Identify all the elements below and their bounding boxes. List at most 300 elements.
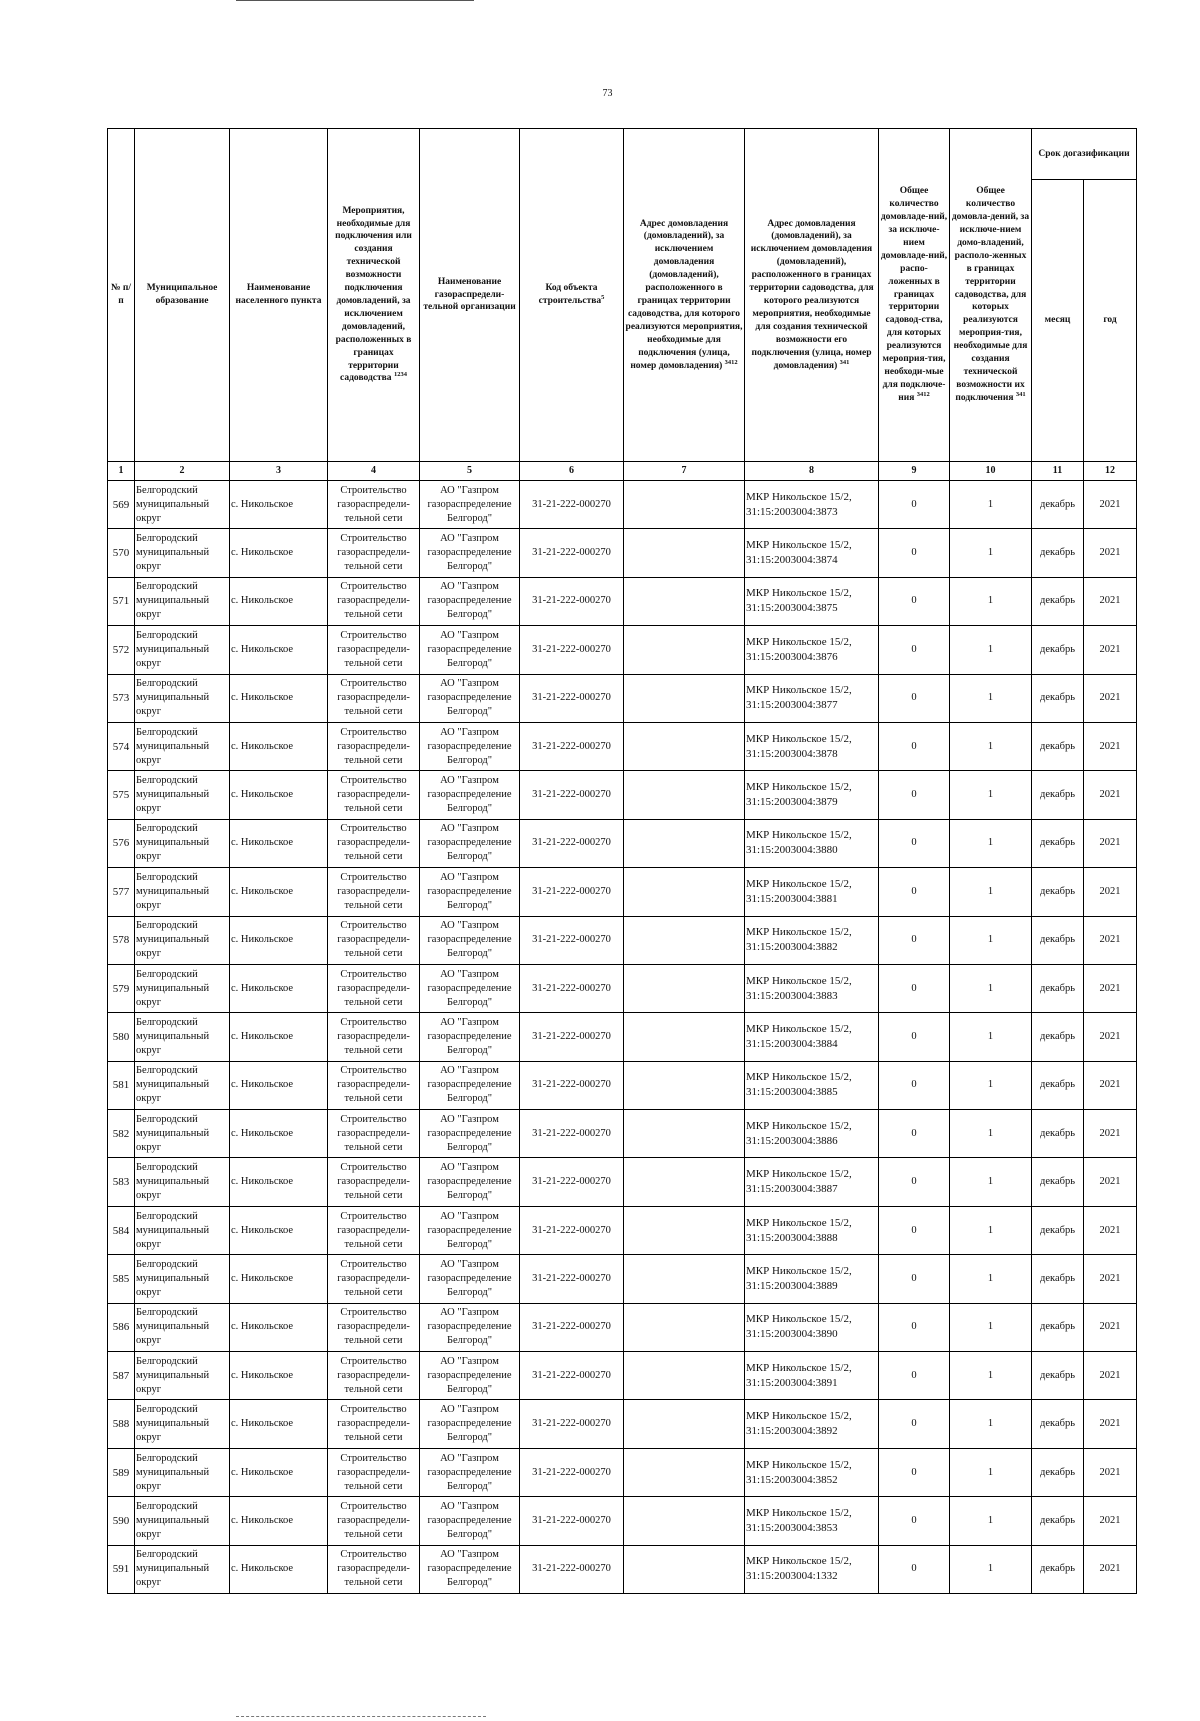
settlement-cell: с. Никольское <box>230 1255 328 1303</box>
settlement-cell: с. Никольское <box>230 1545 328 1593</box>
address-connection-cell <box>624 722 745 770</box>
gas-org-cell: АО "Газпром газораспределение Белгород" <box>420 577 520 625</box>
month-cell: декабрь <box>1032 1448 1084 1496</box>
measure-cell: Строительство газораспредели-тельной сети <box>328 916 420 964</box>
measure-cell: Строительство газораспредели-тельной сети <box>328 577 420 625</box>
measure-cell: Строительство газораспредели-тельной сети <box>328 1545 420 1593</box>
month-cell: декабрь <box>1032 964 1084 1012</box>
address-capability-cell: МКР Никольское 15/2, 31:15:2003004:3880 <box>745 819 879 867</box>
table-row <box>108 674 1137 722</box>
count-capability-cell: 1 <box>950 1255 1032 1303</box>
year-cell: 2021 <box>1084 1061 1137 1109</box>
header-object-code: Код объекта строительства$^5$ <box>520 129 624 462</box>
municipality-cell: Белгородский муниципальный округ <box>135 577 230 625</box>
object-code-cell: 31-21-222-000270 <box>520 626 624 674</box>
municipality-cell: Белгородский муниципальный округ <box>135 674 230 722</box>
address-capability-cell: МКР Никольское 15/2, 31:15:2003004:3882 <box>745 916 879 964</box>
row-number: 576 <box>108 819 135 867</box>
address-connection-cell <box>624 1303 745 1351</box>
count-capability-cell: 1 <box>950 529 1032 577</box>
row-number: 588 <box>108 1400 135 1448</box>
table-row <box>108 916 1137 964</box>
count-connection-cell: 0 <box>879 577 950 625</box>
gas-org-cell: АО "Газпром газораспределение Белгород" <box>420 1061 520 1109</box>
municipality-cell: Белгородский муниципальный округ <box>135 1352 230 1400</box>
count-capability-cell: 1 <box>950 1061 1032 1109</box>
object-code-cell: 31-21-222-000270 <box>520 771 624 819</box>
object-code-cell: 31-21-222-000270 <box>520 1206 624 1254</box>
settlement-cell: с. Никольское <box>230 1158 328 1206</box>
row-number: 569 <box>108 481 135 529</box>
year-cell: 2021 <box>1084 577 1137 625</box>
header-gas-org: Наименование газораспредели-тельной организации <box>420 129 520 462</box>
column-number: 11 <box>1032 462 1084 481</box>
count-connection-cell: 0 <box>879 964 950 1012</box>
month-cell: декабрь <box>1032 1206 1084 1254</box>
measure-cell: Строительство газораспредели-тельной сети <box>328 868 420 916</box>
address-capability-cell: МКР Никольское 15/2, 31:15:2003004:3888 <box>745 1206 879 1254</box>
municipality-cell: Белгородский муниципальный округ <box>135 916 230 964</box>
month-cell: декабрь <box>1032 722 1084 770</box>
gas-org-cell: АО "Газпром газораспределение Белгород" <box>420 1158 520 1206</box>
object-code-cell: 31-21-222-000270 <box>520 1158 624 1206</box>
year-cell: 2021 <box>1084 1303 1137 1351</box>
gas-org-cell: АО "Газпром газораспределение Белгород" <box>420 868 520 916</box>
table-row <box>108 771 1137 819</box>
count-capability-cell: 1 <box>950 1158 1032 1206</box>
municipality-cell: Белгородский муниципальный округ <box>135 1158 230 1206</box>
settlement-cell: с. Никольское <box>230 1206 328 1254</box>
address-connection-cell <box>624 1400 745 1448</box>
year-cell: 2021 <box>1084 626 1137 674</box>
count-capability-cell: 1 <box>950 1448 1032 1496</box>
municipality-cell: Белгородский муниципальный округ <box>135 626 230 674</box>
year-cell: 2021 <box>1084 1110 1137 1158</box>
settlement-cell: с. Никольское <box>230 771 328 819</box>
measure-cell: Строительство газораспредели-тельной сети <box>328 771 420 819</box>
settlement-cell: с. Никольское <box>230 964 328 1012</box>
count-capability-cell: 1 <box>950 1206 1032 1254</box>
row-number: 579 <box>108 964 135 1012</box>
address-connection-cell <box>624 1206 745 1254</box>
row-number: 580 <box>108 1013 135 1061</box>
year-cell: 2021 <box>1084 1497 1137 1545</box>
municipality-cell: Белгородский муниципальный округ <box>135 1448 230 1496</box>
table-row <box>108 1303 1137 1351</box>
gas-org-cell: АО "Газпром газораспределение Белгород" <box>420 626 520 674</box>
gas-org-cell: АО "Газпром газораспределение Белгород" <box>420 481 520 529</box>
object-code-cell: 31-21-222-000270 <box>520 1448 624 1496</box>
measure-cell: Строительство газораспредели-тельной сети <box>328 1206 420 1254</box>
count-connection-cell: 0 <box>879 481 950 529</box>
object-code-cell: 31-21-222-000270 <box>520 1061 624 1109</box>
column-number: 8 <box>745 462 879 481</box>
address-connection-cell <box>624 1158 745 1206</box>
gasification-table <box>107 128 1137 1594</box>
municipality-cell: Белгородский муниципальный округ <box>135 1110 230 1158</box>
month-cell: декабрь <box>1032 1013 1084 1061</box>
year-cell: 2021 <box>1084 674 1137 722</box>
count-connection-cell: 0 <box>879 529 950 577</box>
column-number: 9 <box>879 462 950 481</box>
settlement-cell: с. Никольское <box>230 529 328 577</box>
month-cell: декабрь <box>1032 674 1084 722</box>
address-capability-cell: МКР Никольское 15/2, 31:15:2003004:3889 <box>745 1255 879 1303</box>
month-cell: декабрь <box>1032 1255 1084 1303</box>
month-cell: декабрь <box>1032 1061 1084 1109</box>
gas-org-cell: АО "Газпром газораспределение Белгород" <box>420 1400 520 1448</box>
column-number: 4 <box>328 462 420 481</box>
count-capability-cell: 1 <box>950 964 1032 1012</box>
measure-cell: Строительство газораспредели-тельной сети <box>328 1158 420 1206</box>
count-capability-cell: 1 <box>950 1110 1032 1158</box>
settlement-cell: с. Никольское <box>230 1013 328 1061</box>
gas-org-cell: АО "Газпром газораспределение Белгород" <box>420 722 520 770</box>
address-capability-cell: МКР Никольское 15/2, 31:15:2003004:3892 <box>745 1400 879 1448</box>
address-connection-cell <box>624 626 745 674</box>
address-connection-cell <box>624 868 745 916</box>
address-capability-cell: МКР Никольское 15/2, 31:15:2003004:3885 <box>745 1061 879 1109</box>
count-capability-cell: 1 <box>950 674 1032 722</box>
year-cell: 2021 <box>1084 1013 1137 1061</box>
header-address-capability: Адрес домовладения (домовладений), за исключением домовладения (домовладений), расположенного в границах территории садоводства, для которого реализуются мероприятия, необходимые для создания технической возможности его подключения (улица, номер домовладения) $^{341}$ <box>745 129 879 462</box>
count-capability-cell: 1 <box>950 722 1032 770</box>
count-capability-cell: 1 <box>950 1352 1032 1400</box>
municipality-cell: Белгородский муниципальный округ <box>135 819 230 867</box>
row-number: 574 <box>108 722 135 770</box>
gas-org-cell: АО "Газпром газораспределение Белгород" <box>420 1206 520 1254</box>
row-number: 586 <box>108 1303 135 1351</box>
count-capability-cell: 1 <box>950 481 1032 529</box>
count-connection-cell: 0 <box>879 1206 950 1254</box>
count-connection-cell: 0 <box>879 1013 950 1061</box>
count-capability-cell: 1 <box>950 1545 1032 1593</box>
row-number: 578 <box>108 916 135 964</box>
table-row <box>108 868 1137 916</box>
row-number: 581 <box>108 1061 135 1109</box>
top-rule <box>236 0 474 1</box>
address-capability-cell: МКР Никольское 15/2, 31:15:2003004:3887 <box>745 1158 879 1206</box>
measure-cell: Строительство газораспредели-тельной сети <box>328 1255 420 1303</box>
row-number: 583 <box>108 1158 135 1206</box>
header-municipality: Муниципальное образование <box>135 129 230 462</box>
gas-org-cell: АО "Газпром газораспределение Белгород" <box>420 819 520 867</box>
count-connection-cell: 0 <box>879 1400 950 1448</box>
count-connection-cell: 0 <box>879 916 950 964</box>
count-connection-cell: 0 <box>879 1545 950 1593</box>
header-address-connection: Адрес домовладения (домовладений), за исключением домовладения (домовладений), расположенного в границах территории садоводства, для которого реализуются мероприятия, необходимые для подключения (улица, номер домовладения) $^{3412}$ <box>624 129 745 462</box>
municipality-cell: Белгородский муниципальный округ <box>135 1400 230 1448</box>
count-connection-cell: 0 <box>879 1110 950 1158</box>
row-number: 585 <box>108 1255 135 1303</box>
count-capability-cell: 1 <box>950 819 1032 867</box>
column-number: 5 <box>420 462 520 481</box>
table-row <box>108 1352 1137 1400</box>
column-number: 10 <box>950 462 1032 481</box>
table-row <box>108 1400 1137 1448</box>
gas-org-cell: АО "Газпром газораспределение Белгород" <box>420 1303 520 1351</box>
measure-cell: Строительство газораспредели-тельной сети <box>328 529 420 577</box>
address-connection-cell <box>624 916 745 964</box>
table-row <box>108 964 1137 1012</box>
settlement-cell: с. Никольское <box>230 916 328 964</box>
page-number: 73 <box>602 88 613 99</box>
month-cell: декабрь <box>1032 1545 1084 1593</box>
address-connection-cell <box>624 819 745 867</box>
table-row <box>108 1158 1137 1206</box>
address-connection-cell <box>624 529 745 577</box>
settlement-cell: с. Никольское <box>230 1303 328 1351</box>
municipality-cell: Белгородский муниципальный округ <box>135 964 230 1012</box>
table-row <box>108 1255 1137 1303</box>
table-row <box>108 1206 1137 1254</box>
bottom-rule <box>236 1716 486 1717</box>
gas-org-cell: АО "Газпром газораспределение Белгород" <box>420 1448 520 1496</box>
row-number: 572 <box>108 626 135 674</box>
year-cell: 2021 <box>1084 1400 1137 1448</box>
object-code-cell: 31-21-222-000270 <box>520 964 624 1012</box>
header-count-capability: Общее количество домовла-дений, за исключе-нием домо-владений, располо-женных в границах территории садоводства, для которых реализуются мероприя-тия, необходимые для создания технической возможности их подключения $^{341}$ <box>950 129 1032 462</box>
column-number: 1 <box>108 462 135 481</box>
settlement-cell: с. Никольское <box>230 481 328 529</box>
count-capability-cell: 1 <box>950 577 1032 625</box>
object-code-cell: 31-21-222-000270 <box>520 1255 624 1303</box>
settlement-cell: с. Никольское <box>230 819 328 867</box>
municipality-cell: Белгородский муниципальный округ <box>135 1061 230 1109</box>
row-number: 587 <box>108 1352 135 1400</box>
count-connection-cell: 0 <box>879 674 950 722</box>
address-connection-cell <box>624 771 745 819</box>
table-row <box>108 577 1137 625</box>
gas-org-cell: АО "Газпром газораспределение Белгород" <box>420 674 520 722</box>
settlement-cell: с. Никольское <box>230 1400 328 1448</box>
year-cell: 2021 <box>1084 1255 1137 1303</box>
column-number: 7 <box>624 462 745 481</box>
month-cell: декабрь <box>1032 577 1084 625</box>
measure-cell: Строительство газораспредели-тельной сети <box>328 1110 420 1158</box>
table-row <box>108 819 1137 867</box>
row-number: 590 <box>108 1497 135 1545</box>
table-row <box>108 722 1137 770</box>
settlement-cell: с. Никольское <box>230 674 328 722</box>
object-code-cell: 31-21-222-000270 <box>520 722 624 770</box>
month-cell: декабрь <box>1032 868 1084 916</box>
month-cell: декабрь <box>1032 1158 1084 1206</box>
address-capability-cell: МКР Никольское 15/2, 31:15:2003004:3853 <box>745 1497 879 1545</box>
year-cell: 2021 <box>1084 868 1137 916</box>
header-year: год <box>1084 180 1137 462</box>
measure-cell: Строительство газораспредели-тельной сети <box>328 1061 420 1109</box>
settlement-cell: с. Никольское <box>230 1497 328 1545</box>
address-capability-cell: МКР Никольское 15/2, 31:15:2003004:3891 <box>745 1352 879 1400</box>
header-settlement: Наименование населенного пункта <box>230 129 328 462</box>
address-capability-cell: МКР Никольское 15/2, 31:15:2003004:3877 <box>745 674 879 722</box>
object-code-cell: 31-21-222-000270 <box>520 1110 624 1158</box>
address-capability-cell: МКР Никольское 15/2, 31:15:2003004:1332 <box>745 1545 879 1593</box>
year-cell: 2021 <box>1084 1352 1137 1400</box>
count-connection-cell: 0 <box>879 1158 950 1206</box>
count-connection-cell: 0 <box>879 1255 950 1303</box>
object-code-cell: 31-21-222-000270 <box>520 1013 624 1061</box>
municipality-cell: Белгородский муниципальный округ <box>135 1545 230 1593</box>
address-capability-cell: МКР Никольское 15/2, 31:15:2003004:3876 <box>745 626 879 674</box>
count-capability-cell: 1 <box>950 1013 1032 1061</box>
month-cell: декабрь <box>1032 529 1084 577</box>
month-cell: декабрь <box>1032 819 1084 867</box>
month-cell: декабрь <box>1032 626 1084 674</box>
settlement-cell: с. Никольское <box>230 626 328 674</box>
object-code-cell: 31-21-222-000270 <box>520 916 624 964</box>
table-row <box>108 1497 1137 1545</box>
column-number: 2 <box>135 462 230 481</box>
address-connection-cell <box>624 1448 745 1496</box>
measure-cell: Строительство газораспредели-тельной сети <box>328 964 420 1012</box>
address-capability-cell: МКР Никольское 15/2, 31:15:2003004:3881 <box>745 868 879 916</box>
header-count-connection: Общее количество домовладе-ний, за исключе-нием домовладе-ний, распо-ложенных в границах территории садовод-ства, для которых реализуются мероприя-тия, необходи-мые для подключе-ния $^{3412}$ <box>879 129 950 462</box>
measure-cell: Строительство газораспредели-тельной сети <box>328 1448 420 1496</box>
row-number: 591 <box>108 1545 135 1593</box>
address-connection-cell <box>624 481 745 529</box>
count-capability-cell: 1 <box>950 771 1032 819</box>
object-code-cell: 31-21-222-000270 <box>520 819 624 867</box>
year-cell: 2021 <box>1084 771 1137 819</box>
row-number: 577 <box>108 868 135 916</box>
month-cell: декабрь <box>1032 1303 1084 1351</box>
address-capability-cell: МКР Никольское 15/2, 31:15:2003004:3879 <box>745 771 879 819</box>
address-capability-cell: МКР Никольское 15/2, 31:15:2003004:3873 <box>745 481 879 529</box>
municipality-cell: Белгородский муниципальный округ <box>135 481 230 529</box>
header-row <box>108 129 1137 180</box>
table-row <box>108 626 1137 674</box>
address-connection-cell <box>624 964 745 1012</box>
measure-cell: Строительство газораспредели-тельной сети <box>328 481 420 529</box>
month-cell: декабрь <box>1032 771 1084 819</box>
object-code-cell: 31-21-222-000270 <box>520 1545 624 1593</box>
address-connection-cell <box>624 1013 745 1061</box>
year-cell: 2021 <box>1084 964 1137 1012</box>
municipality-cell: Белгородский муниципальный округ <box>135 771 230 819</box>
address-capability-cell: МКР Никольское 15/2, 31:15:2003004:3890 <box>745 1303 879 1351</box>
month-cell: декабрь <box>1032 916 1084 964</box>
gas-org-cell: АО "Газпром газораспределение Белгород" <box>420 1110 520 1158</box>
year-cell: 2021 <box>1084 916 1137 964</box>
address-connection-cell <box>624 674 745 722</box>
address-capability-cell: МКР Никольское 15/2, 31:15:2003004:3878 <box>745 722 879 770</box>
count-capability-cell: 1 <box>950 916 1032 964</box>
year-cell: 2021 <box>1084 481 1137 529</box>
count-connection-cell: 0 <box>879 1303 950 1351</box>
gas-org-cell: АО "Газпром газораспределение Белгород" <box>420 1497 520 1545</box>
month-cell: декабрь <box>1032 481 1084 529</box>
table-row <box>108 1013 1137 1061</box>
count-connection-cell: 0 <box>879 626 950 674</box>
address-connection-cell <box>624 1545 745 1593</box>
measure-cell: Строительство газораспредели-тельной сети <box>328 1497 420 1545</box>
table-row <box>108 1061 1137 1109</box>
gas-org-cell: АО "Газпром газораспределение Белгород" <box>420 771 520 819</box>
header-deadline: Срок догазификации <box>1032 129 1137 180</box>
header-month: месяц <box>1032 180 1084 462</box>
address-connection-cell <box>624 1110 745 1158</box>
municipality-cell: Белгородский муниципальный округ <box>135 1206 230 1254</box>
address-connection-cell <box>624 577 745 625</box>
measure-cell: Строительство газораспредели-тельной сети <box>328 626 420 674</box>
table-row <box>108 529 1137 577</box>
header-num: № п/п <box>108 129 135 462</box>
year-cell: 2021 <box>1084 819 1137 867</box>
object-code-cell: 31-21-222-000270 <box>520 674 624 722</box>
header-measures: Мероприятия, необходимые для подключения или создания технической возможности подключения домовладений, за исключением домовладений, расположенных в границах территории садоводства $^{1234}$ <box>328 129 420 462</box>
gas-org-cell: АО "Газпром газораспределение Белгород" <box>420 529 520 577</box>
count-connection-cell: 0 <box>879 1497 950 1545</box>
object-code-cell: 31-21-222-000270 <box>520 577 624 625</box>
count-capability-cell: 1 <box>950 1303 1032 1351</box>
measure-cell: Строительство газораспредели-тельной сети <box>328 819 420 867</box>
address-connection-cell <box>624 1255 745 1303</box>
measure-cell: Строительство газораспредели-тельной сети <box>328 1303 420 1351</box>
column-numbers-row <box>108 462 1137 481</box>
table-row <box>108 481 1137 529</box>
object-code-cell: 31-21-222-000270 <box>520 1497 624 1545</box>
address-capability-cell: МКР Никольское 15/2, 31:15:2003004:3852 <box>745 1448 879 1496</box>
address-capability-cell: МКР Никольское 15/2, 31:15:2003004:3883 <box>745 964 879 1012</box>
year-cell: 2021 <box>1084 1206 1137 1254</box>
municipality-cell: Белгородский муниципальный округ <box>135 1303 230 1351</box>
address-connection-cell <box>624 1497 745 1545</box>
column-number: 12 <box>1084 462 1137 481</box>
settlement-cell: с. Никольское <box>230 577 328 625</box>
object-code-cell: 31-21-222-000270 <box>520 481 624 529</box>
year-cell: 2021 <box>1084 1158 1137 1206</box>
year-cell: 2021 <box>1084 1545 1137 1593</box>
object-code-cell: 31-21-222-000270 <box>520 529 624 577</box>
gas-org-cell: АО "Газпром газораспределение Белгород" <box>420 1352 520 1400</box>
year-cell: 2021 <box>1084 722 1137 770</box>
table-row <box>108 1110 1137 1158</box>
row-number: 589 <box>108 1448 135 1496</box>
address-capability-cell: МКР Никольское 15/2, 31:15:2003004:3874 <box>745 529 879 577</box>
count-connection-cell: 0 <box>879 1448 950 1496</box>
row-number: 573 <box>108 674 135 722</box>
count-connection-cell: 0 <box>879 868 950 916</box>
column-number: 6 <box>520 462 624 481</box>
year-cell: 2021 <box>1084 1448 1137 1496</box>
gas-org-cell: АО "Газпром газораспределение Белгород" <box>420 916 520 964</box>
settlement-cell: с. Никольское <box>230 1448 328 1496</box>
settlement-cell: с. Никольское <box>230 1061 328 1109</box>
address-capability-cell: МКР Никольское 15/2, 31:15:2003004:3884 <box>745 1013 879 1061</box>
address-connection-cell <box>624 1352 745 1400</box>
gas-org-cell: АО "Газпром газораспределение Белгород" <box>420 1545 520 1593</box>
table-body <box>108 481 1137 1594</box>
count-connection-cell: 0 <box>879 819 950 867</box>
gas-org-cell: АО "Газпром газораспределение Белгород" <box>420 1013 520 1061</box>
municipality-cell: Белгородский муниципальный округ <box>135 868 230 916</box>
object-code-cell: 31-21-222-000270 <box>520 868 624 916</box>
address-connection-cell <box>624 1061 745 1109</box>
object-code-cell: 31-21-222-000270 <box>520 1400 624 1448</box>
count-connection-cell: 0 <box>879 771 950 819</box>
measure-cell: Строительство газораспредели-тельной сети <box>328 722 420 770</box>
gas-org-cell: АО "Газпром газораспределение Белгород" <box>420 1255 520 1303</box>
settlement-cell: с. Никольское <box>230 868 328 916</box>
year-cell: 2021 <box>1084 529 1137 577</box>
address-capability-cell: МКР Никольское 15/2, 31:15:2003004:3886 <box>745 1110 879 1158</box>
address-capability-cell: МКР Никольское 15/2, 31:15:2003004:3875 <box>745 577 879 625</box>
row-number: 571 <box>108 577 135 625</box>
row-number: 570 <box>108 529 135 577</box>
month-cell: декабрь <box>1032 1497 1084 1545</box>
